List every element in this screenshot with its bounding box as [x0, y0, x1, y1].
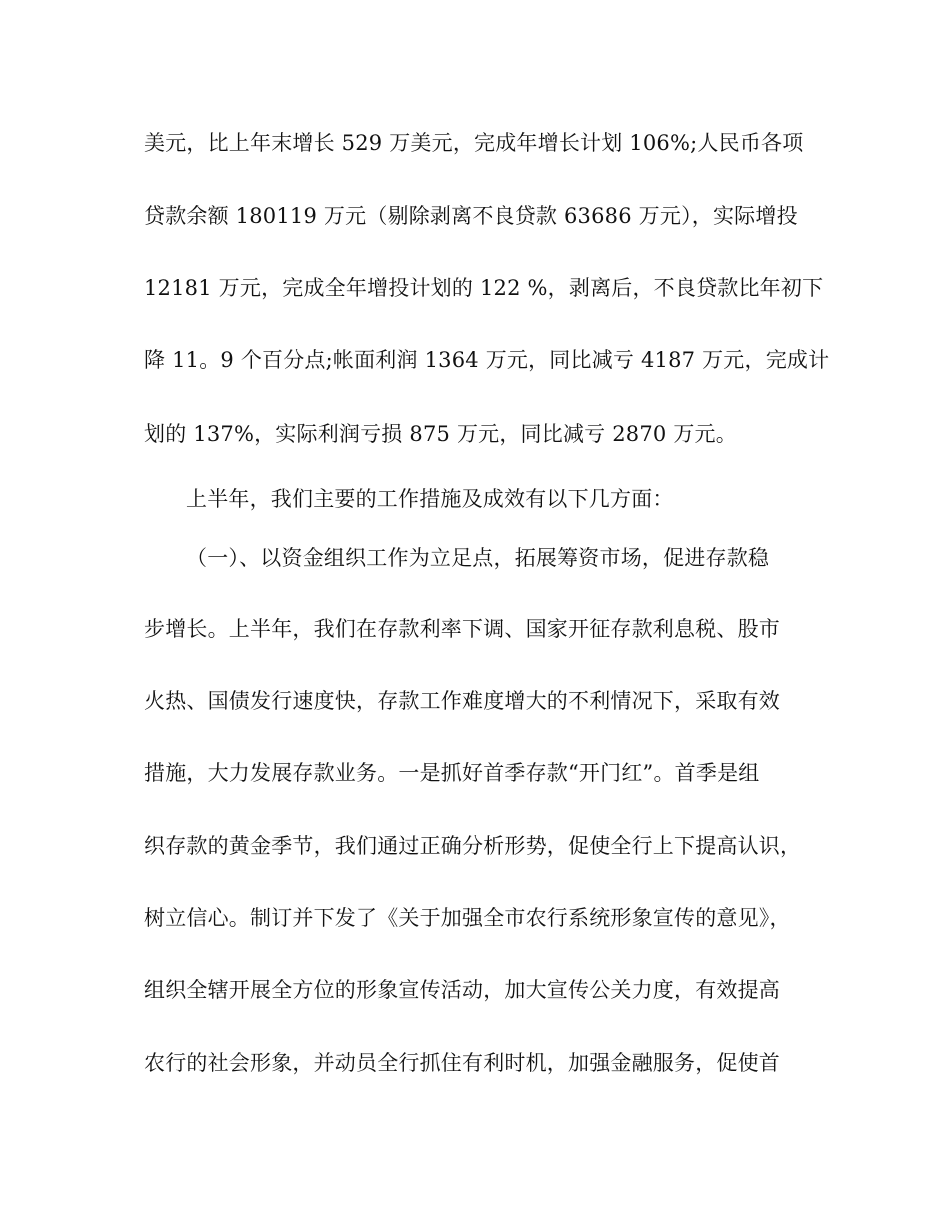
paragraph-line-4: 降 11。9 个百分点;帐面利润 1364 万元，同比减亏 4187 万元，完成计 — [144, 348, 830, 372]
paragraph-line-9: 火热、国债发行速度快，存款工作难度增大的不利情况下，采取有效 — [144, 689, 780, 713]
paragraph-line-7: （一）、以资金组织工作为立足点，拓展筹资市场，促进存款稳 — [186, 546, 770, 570]
paragraph-line-8: 步增长。上半年，我们在存款利率下调、国家开征存款利息税、股市 — [144, 617, 780, 641]
paragraph-line-1: 美元，比上年末增长 529 万美元，完成年增长计划 106%;人民币各项 — [144, 131, 804, 155]
paragraph-line-2: 贷款余额 180119 万元（剔除剥离不良贷款 63686 万元），实际增投 — [144, 204, 798, 228]
paragraph-line-6: 上半年，我们主要的工作措施及成效有以下几方面： — [186, 487, 674, 511]
paragraph-line-12: 树立信心。制订并下发了《关于加强全市农行系统形象宣传的意见》， — [144, 906, 791, 930]
paragraph-line-14: 农行的社会形象，并动员全行抓住有利时机，加强金融服务，促使首 — [144, 1051, 780, 1075]
paragraph-line-5: 划的 137%，实际利润亏损 875 万元，同比减亏 2870 万元。 — [144, 422, 737, 446]
paragraph-line-11: 织存款的黄金季节，我们通过正确分析形势，促使全行上下提高认识， — [144, 834, 802, 858]
paragraph-line-13: 组织全辖开展全方位的形象宣传活动，加大宣传公关力度，有效提高 — [144, 978, 780, 1002]
paragraph-line-3: 12181 万元，完成全年增投计划的 122 %，剥离后，不良贷款比年初下 — [144, 276, 824, 300]
paragraph-line-10: 措施，大力发展存款业务。一是抓好首季存款“开门红”。首季是组 — [144, 761, 760, 785]
